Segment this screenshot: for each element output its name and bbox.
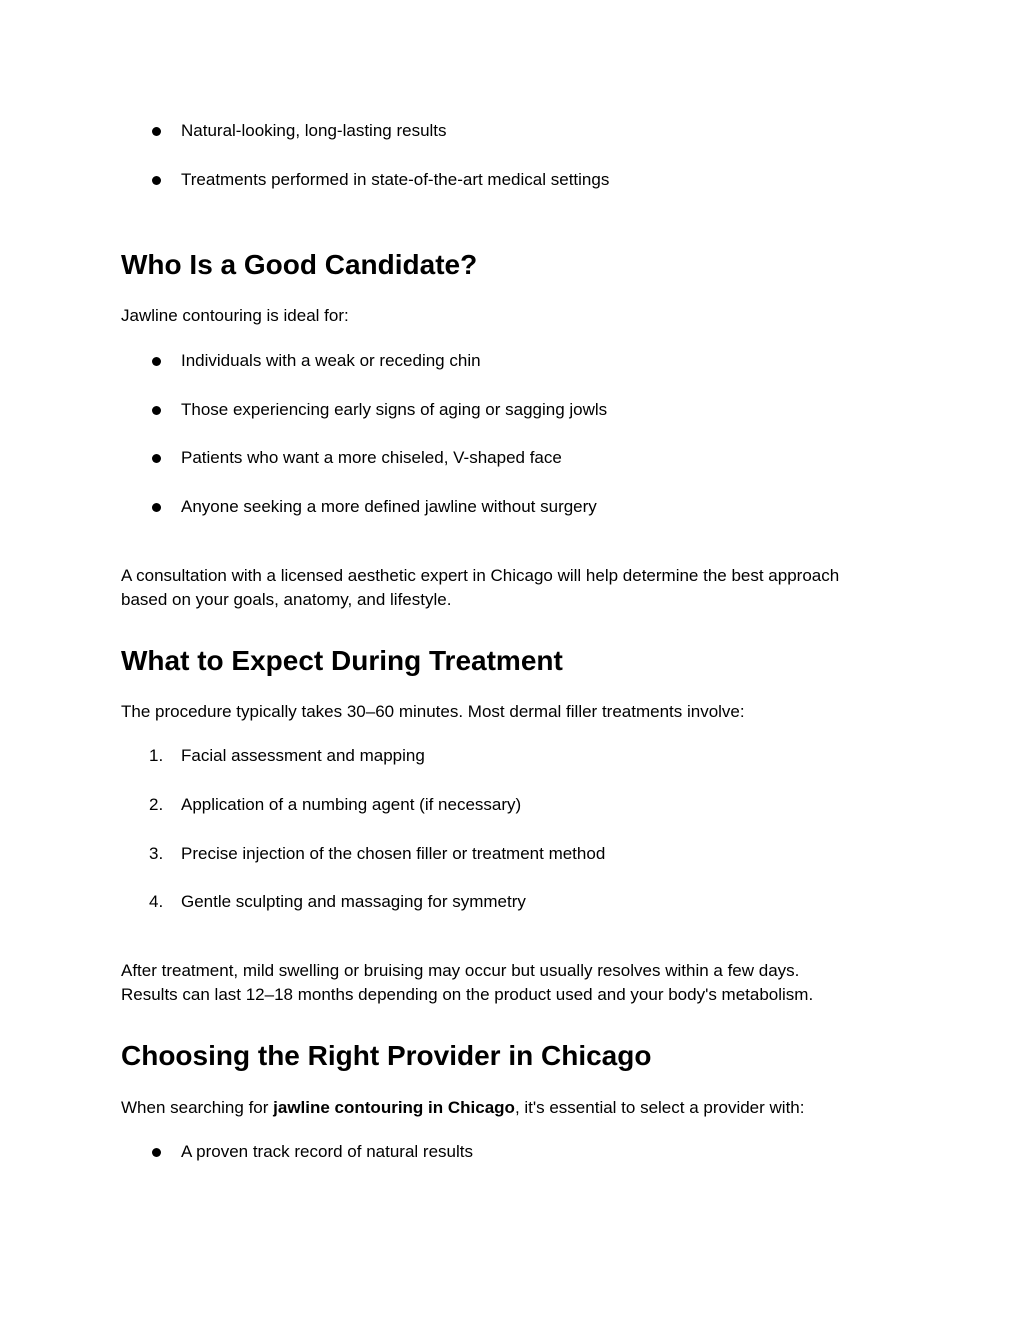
- list-number: 2.: [149, 795, 164, 814]
- paragraph-line: Results can last 12–18 months depending on the product used and your body's metabolism.: [121, 985, 814, 1004]
- list-number: 1.: [149, 746, 164, 765]
- bullet-icon: [152, 1148, 161, 1157]
- numbered-list-item: [121, 793, 921, 817]
- list-item-text: A proven track record of natural results: [181, 1142, 473, 1161]
- heading-text: Who Is a Good Candidate?: [121, 249, 478, 280]
- list-item-text: Facial assessment and mapping: [181, 746, 425, 765]
- bullet-icon: [152, 454, 161, 463]
- bullet-icon: [152, 127, 161, 136]
- heading-text: Choosing the Right Provider in Chicago: [121, 1040, 652, 1071]
- candidate-intro: [121, 304, 921, 328]
- bullet-icon: [152, 503, 161, 512]
- list-number: 4.: [149, 892, 164, 911]
- list-item-text: Individuals with a weak or receding chin: [181, 351, 481, 370]
- numbered-list-item: [121, 744, 921, 768]
- section-heading-candidate: [121, 248, 921, 282]
- paragraph-text: [121, 1096, 921, 1120]
- paragraph-text: Jawline contouring is ideal for:: [121, 306, 349, 325]
- paragraph-text: The procedure typically takes 30–60 minutes. Most dermal filler treatments involve:: [121, 702, 745, 721]
- numbered-list-item: [121, 842, 921, 866]
- intro-suffix: , it's essential to select a provider with:: [514, 1098, 805, 1117]
- bullet-icon: [152, 176, 161, 185]
- section-heading-treatment: [121, 644, 921, 678]
- list-item-text: Those experiencing early signs of aging or sagging jowls: [181, 400, 608, 419]
- treatment-after-paragraph: [121, 959, 921, 1007]
- bullet-icon: [152, 357, 161, 366]
- list-item-text: Anyone seeking a more defined jawline without surgery: [181, 497, 597, 516]
- candidate-closing-paragraph: [121, 564, 921, 612]
- list-item: [121, 349, 921, 373]
- list-item: [121, 398, 921, 422]
- list-item: [121, 1140, 921, 1164]
- heading-text: What to Expect During Treatment: [121, 645, 563, 676]
- list-item-text: Gentle sculpting and massaging for symmetry: [181, 892, 526, 911]
- paragraph-line: After treatment, mild swelling or bruising may occur but usually resolves within a few days.: [121, 961, 800, 980]
- list-item-text: Precise injection of the chosen filler or treatment method: [181, 844, 606, 863]
- paragraph-line: based on your goals, anatomy, and lifestyle.: [121, 590, 452, 609]
- list-item-text: Treatments performed in state-of-the-art medical settings: [181, 170, 610, 189]
- provider-intro: [121, 1096, 921, 1120]
- list-number: 3.: [149, 844, 164, 863]
- intro-prefix: When searching for: [121, 1098, 274, 1117]
- numbered-list-item: [121, 890, 921, 914]
- list-item: [121, 119, 921, 143]
- treatment-intro: [121, 700, 921, 724]
- list-item-text: Application of a numbing agent (if necessary): [181, 795, 522, 814]
- list-item-text: Patients who want a more chiseled, V-shaped face: [181, 448, 562, 467]
- section-heading-provider: [121, 1039, 921, 1073]
- intro-keyword: jawline contouring in Chicago: [273, 1098, 515, 1117]
- list-item: [121, 495, 921, 519]
- list-item: [121, 168, 921, 192]
- list-item-text: Natural-looking, long-lasting results: [181, 121, 447, 140]
- bullet-icon: [152, 406, 161, 415]
- list-item: [121, 446, 921, 470]
- paragraph-line: A consultation with a licensed aesthetic expert in Chicago will help determine the best approach: [121, 566, 840, 585]
